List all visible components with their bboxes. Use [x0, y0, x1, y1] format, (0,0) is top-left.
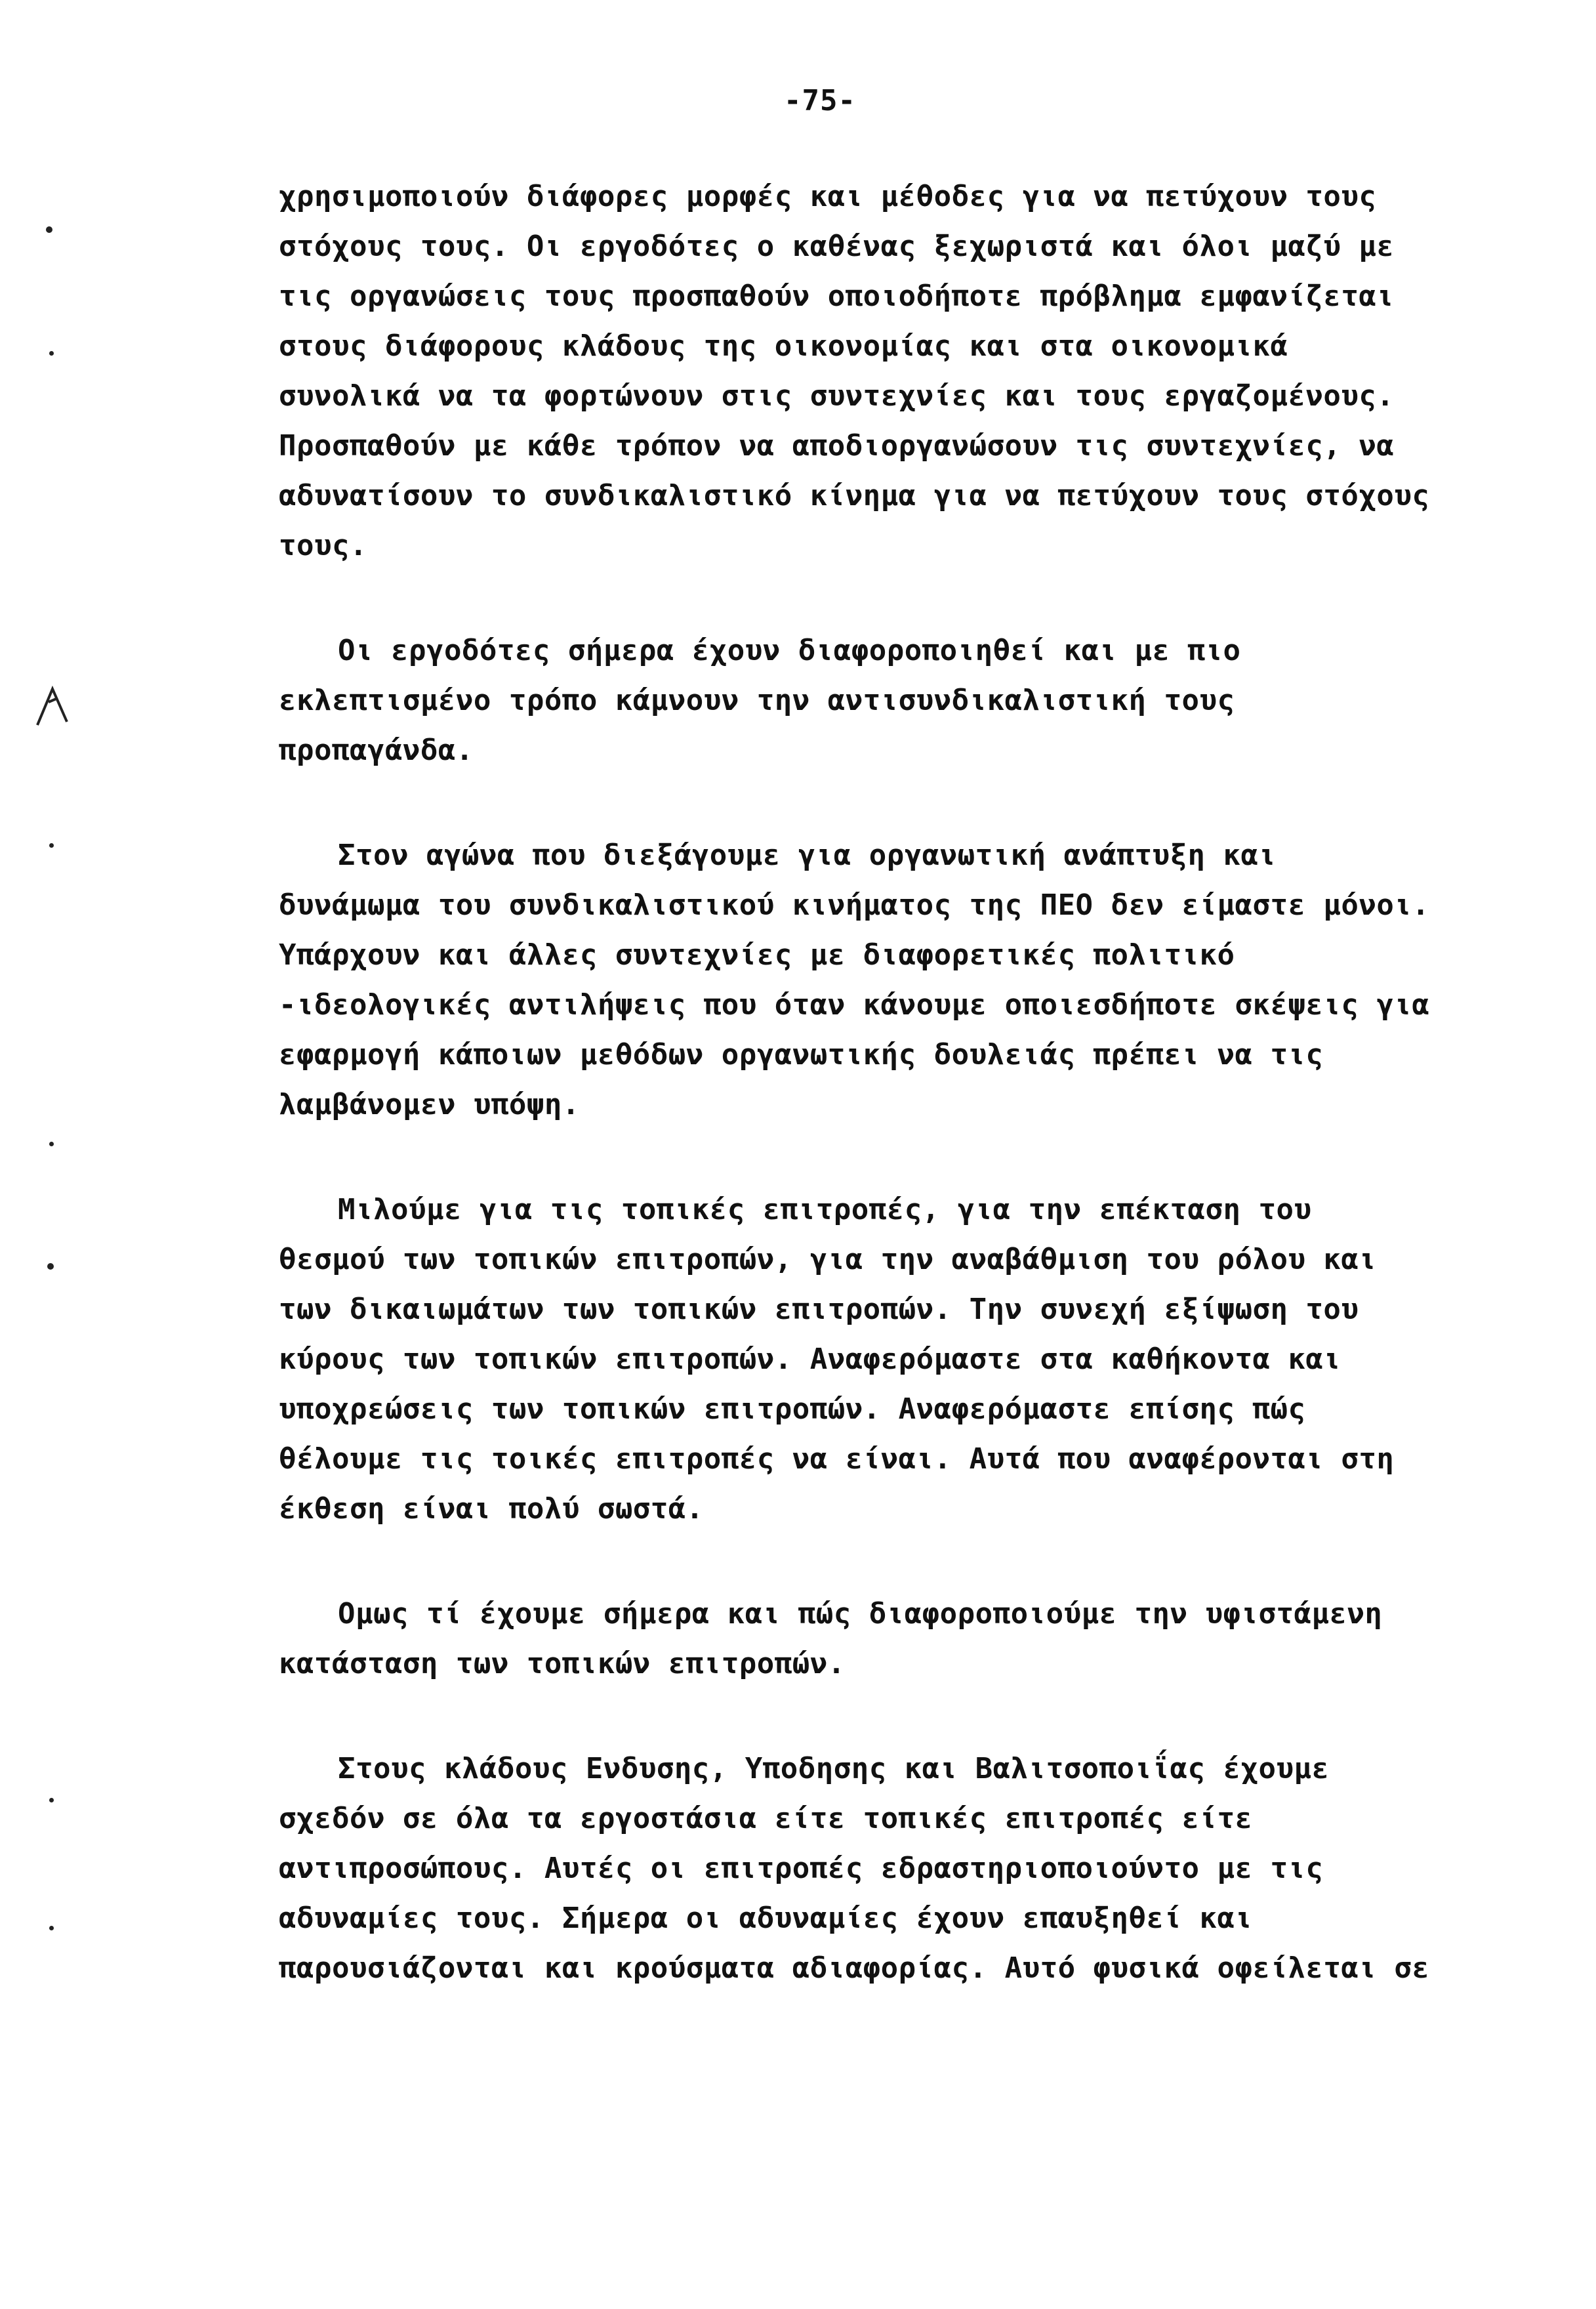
text-line: -ιδεολογικές αντιλήψεις που όταν κάνουμε οποιεσδήποτε σκέψεις για — [279, 988, 1430, 1022]
text-line: εφαρμογή κάποιων μεθόδων οργανωτικής δουλειάς πρέπει να τις — [279, 1038, 1324, 1071]
text-line: στόχους τους. Οι εργοδότες ο καθένας ξεχωριστά και όλοι μαζύ με — [279, 230, 1395, 263]
margin-dot-mark — [46, 226, 52, 233]
text-line: αδυνατίσουν το συνδικαλιστικό κίνημα για να πετύχουν τους στόχους — [279, 479, 1430, 512]
text-line: Ομως τί έχουμε σήμερα και πώς διαφοροποιούμε την υφιστάμενη — [338, 1597, 1383, 1631]
text-line: κατάσταση των τοπικών επιτροπών. — [279, 1647, 846, 1680]
text-line: έκθεση είναι πολύ σωστά. — [279, 1492, 704, 1526]
text-line: σχεδόν σε όλα τα εργοστάσια είτε τοπικές επιτροπές είτε — [279, 1802, 1253, 1835]
text-line: εκλεπτισμένο τρόπο κάμνουν την αντισυνδικαλιστική τους — [279, 684, 1235, 717]
margin-dot-mark — [49, 1926, 54, 1930]
margin-dot-mark — [49, 351, 54, 356]
text-line: Μιλούμε για τις τοπικές επιτροπές, για την επέκταση του — [338, 1193, 1312, 1226]
paragraph — [279, 172, 1430, 571]
text-line: προπαγάνδα. — [279, 734, 474, 767]
text-line: Προσπαθούν με κάθε τρόπον να αποδιοργανώσουν τις συντεχνίες, να — [279, 429, 1395, 463]
pen-mark-icon — [34, 682, 73, 728]
text-line: χρησιμοποιούν διάφορες μορφές και μέθοδες για να πετύχουν τους — [279, 180, 1377, 213]
margin-dot-mark — [49, 1798, 54, 1802]
paragraph — [279, 1744, 1430, 1993]
page-number: -75- — [784, 84, 856, 117]
text-line: Οι εργοδότες σήμερα έχουν διαφοροποιηθεί και με πιο — [338, 634, 1241, 667]
margin-dot-mark — [47, 1263, 54, 1270]
text-line: υποχρεώσεις των τοπικών επιτροπών. Αναφερόμαστε επίσης πώς — [279, 1392, 1306, 1426]
text-line: των δικαιωμάτων των τοπικών επιτροπών. Την συνεχή εξίψωση του — [279, 1293, 1359, 1326]
text-line: θέλουμε τις τοικές επιτροπές να είναι. Αυτά που αναφέρονται στη — [279, 1442, 1395, 1476]
text-line: αντιπροσώπους. Αυτές οι επιτροπές εδραστηριοποιούντο με τις — [279, 1852, 1324, 1885]
text-line: τις οργανώσεις τους προσπαθούν οποιοδήποτε πρόβλημα εμφανίζεται — [279, 280, 1395, 313]
text-line: στους διάφορους κλάδους της οικονομίας και στα οικονομικά — [279, 329, 1288, 363]
text-line: δυνάμωμα του συνδικαλιστικού κινήματος της ΠΕΟ δεν είμαστε μόνοι. — [279, 888, 1430, 922]
text-line: Στους κλάδους Ενδυσης, Υποδησης και Βαλιτσοποιΐας έχουμε — [338, 1752, 1330, 1785]
document-body — [279, 172, 1430, 2049]
text-line: Στον αγώνα που διεξάγουμε για οργανωτική ανάπτυξη και — [338, 839, 1277, 872]
text-line: αδυναμίες τους. Σήμερα οι αδυναμίες έχουν επαυξηθεί και — [279, 1902, 1253, 1935]
text-line: κύρους των τοπικών επιτροπών. Αναφερόμαστε στα καθήκοντα και — [279, 1342, 1341, 1376]
margin-dot-mark — [49, 1142, 54, 1146]
text-line: τους. — [279, 529, 367, 562]
text-line: θεσμού των τοπικών επιτροπών, για την αναβάθμιση του ρόλου και — [279, 1243, 1377, 1276]
margin-dot-mark — [49, 843, 54, 848]
text-line: συνολικά να τα φορτώνουν στις συντεχνίες και τους εργαζομένους. — [279, 379, 1395, 413]
paragraph — [279, 1185, 1395, 1534]
paragraph — [279, 1589, 1383, 1689]
text-line: παρουσιάζονται και κρούσματα αδιαφορίας. Αυτό φυσικά οφείλεται σε — [279, 1951, 1430, 1985]
paragraph — [279, 626, 1368, 776]
text-line: λαμβάνομεν υπόψη. — [279, 1088, 580, 1121]
paragraph — [279, 831, 1430, 1130]
text-line: Υπάρχουν και άλλες συντεχνίες με διαφορετικές πολιτικό — [279, 938, 1235, 972]
